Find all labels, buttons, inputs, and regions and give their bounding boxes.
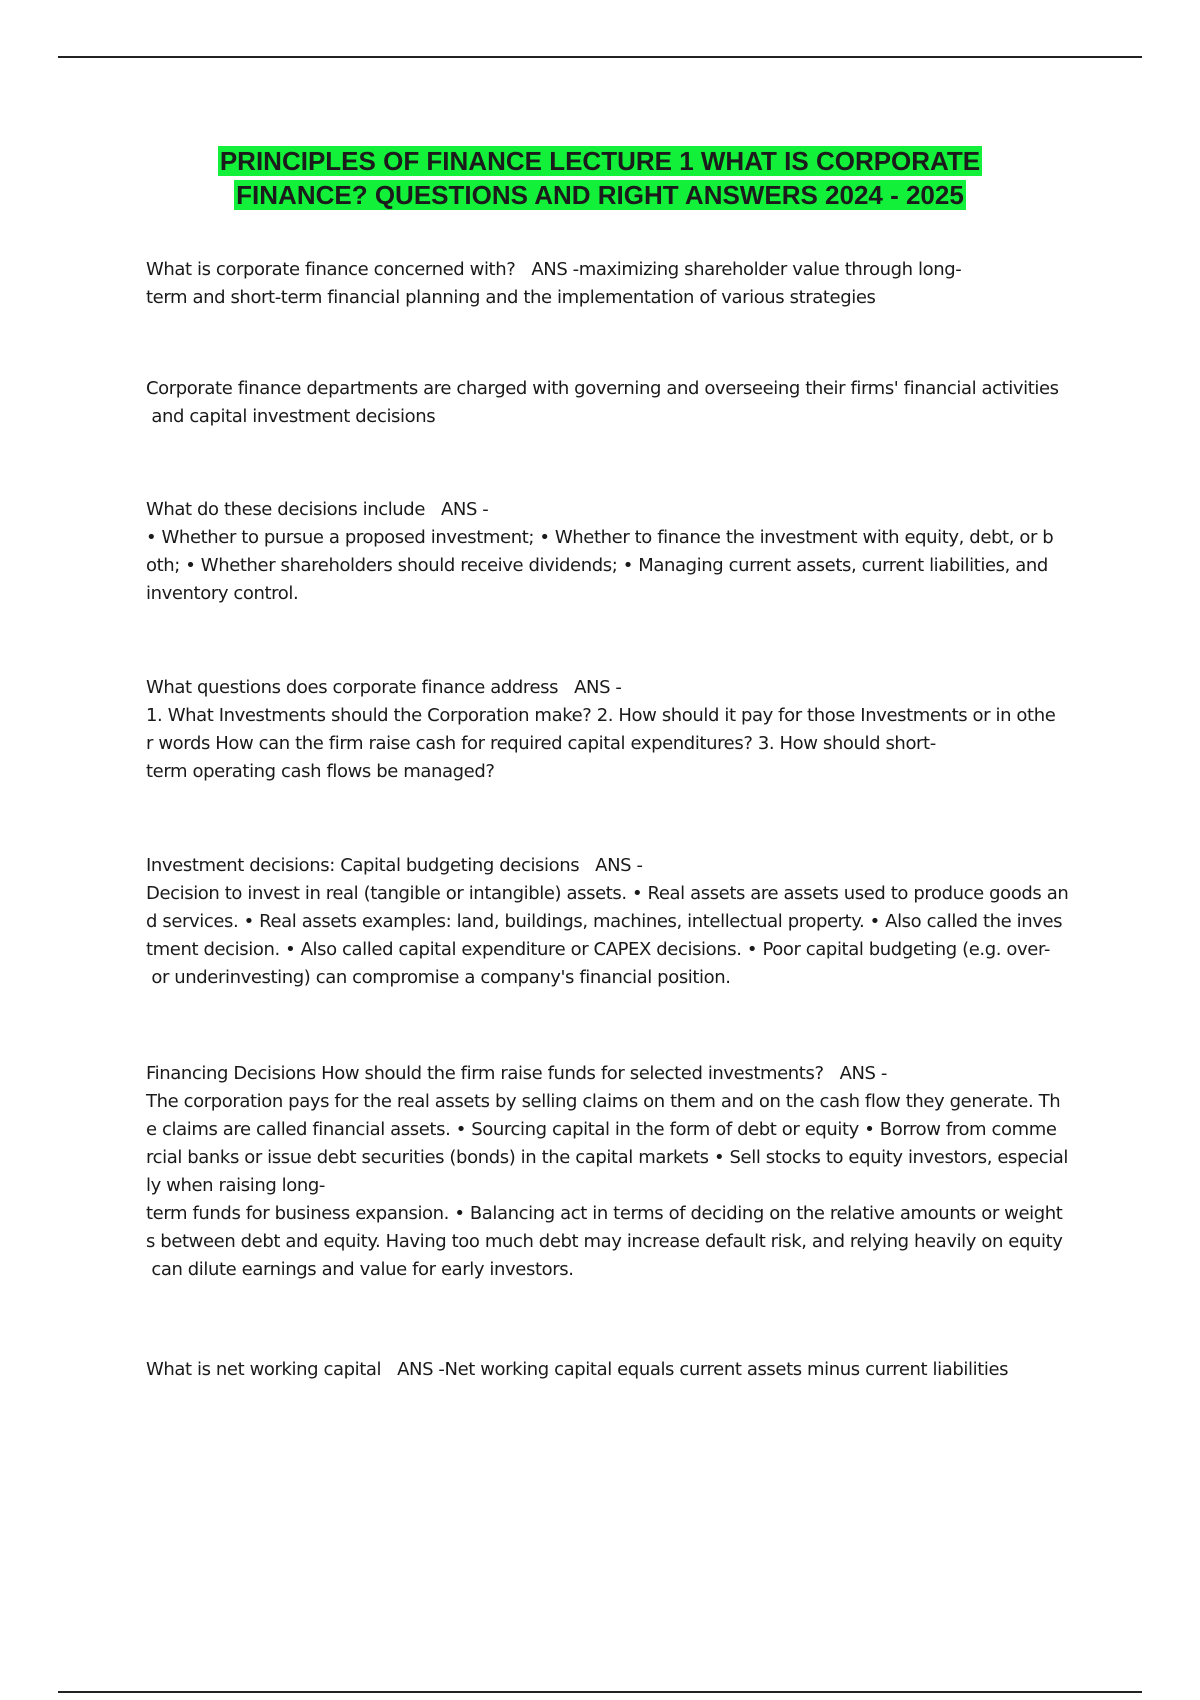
text-line: • Whether to pursue a proposed investment; • Whether to finance the investment with equity, debt, or b <box>146 527 1054 548</box>
text-line: e claims are called financial assets. • Sourcing capital in the form of debt or equity • Borrow from comme <box>146 1119 1057 1140</box>
text-line: s between debt and equity. Having too much debt may increase default risk, and relying heavily on equity <box>146 1231 1063 1252</box>
paragraph-finance-departments <box>146 375 1096 431</box>
text-line: 1. What Investments should the Corporation make? 2. How should it pay for those Investments or in othe <box>146 705 1056 726</box>
text-line: What is corporate finance concerned with? ANS -maximizing shareholder value through long- <box>146 259 962 280</box>
text-line: tment decision. • Also called capital expenditure or CAPEX decisions. • Poor capital budgeting (e.g. over- <box>146 939 1050 960</box>
text-line: r words How can the firm raise cash for required capital expenditures? 3. How should short- <box>146 733 936 754</box>
qa-block-decisions-include <box>146 496 1096 608</box>
text-line: oth; • Whether shareholders should receive dividends; • Managing current assets, current liabilities, and <box>146 555 1048 576</box>
top-rule <box>58 56 1142 58</box>
qa-block-questions-addressed <box>146 674 1096 786</box>
text-line: Corporate finance departments are charged with governing and overseeing their firms' financial activities <box>146 378 1059 399</box>
text-line: What do these decisions include ANS - <box>146 499 489 520</box>
text-line: What questions does corporate finance address ANS - <box>146 677 622 698</box>
text-line: term operating cash flows be managed? <box>146 761 495 782</box>
text-line: and capital investment decisions <box>146 406 436 427</box>
title-line-2: FINANCE? QUESTIONS AND RIGHT ANSWERS 2024 - 2025 <box>236 180 964 210</box>
qa-block-net-working-capital <box>146 1356 1096 1384</box>
title-line-1: PRINCIPLES OF FINANCE LECTURE 1 WHAT IS CORPORATE <box>219 146 981 176</box>
text-line: What is net working capital ANS -Net working capital equals current assets minus current liabilities <box>146 1359 1009 1380</box>
text-line: can dilute earnings and value for early investors. <box>146 1259 574 1280</box>
text-line: Financing Decisions How should the firm raise funds for selected investments? ANS - <box>146 1063 887 1084</box>
document-title <box>0 144 1200 212</box>
bottom-rule <box>58 1691 1142 1693</box>
text-line: d services. • Real assets examples: land, buildings, machines, intellectual property. • Also called the inves <box>146 911 1063 932</box>
qa-block-financing-decisions <box>146 1060 1096 1284</box>
text-line: ly when raising long- <box>146 1175 326 1196</box>
text-line: or underinvesting) can compromise a company's financial position. <box>146 967 731 988</box>
text-line: term and short-term financial planning and the implementation of various strategies <box>146 287 876 308</box>
text-line: Investment decisions: Capital budgeting decisions ANS - <box>146 855 643 876</box>
text-line: rcial banks or issue debt securities (bonds) in the capital markets • Sell stocks to equity investors, especial <box>146 1147 1069 1168</box>
text-line: Decision to invest in real (tangible or intangible) assets. • Real assets are assets used to produce goods an <box>146 883 1069 904</box>
text-line: The corporation pays for the real assets by selling claims on them and on the cash flow they generate. Th <box>146 1091 1061 1112</box>
qa-block-corporate-finance-concern <box>146 256 1096 312</box>
qa-block-investment-decisions <box>146 852 1096 992</box>
text-line: inventory control. <box>146 583 299 604</box>
text-line: term funds for business expansion. • Balancing act in terms of deciding on the relative amounts or weight <box>146 1203 1063 1224</box>
